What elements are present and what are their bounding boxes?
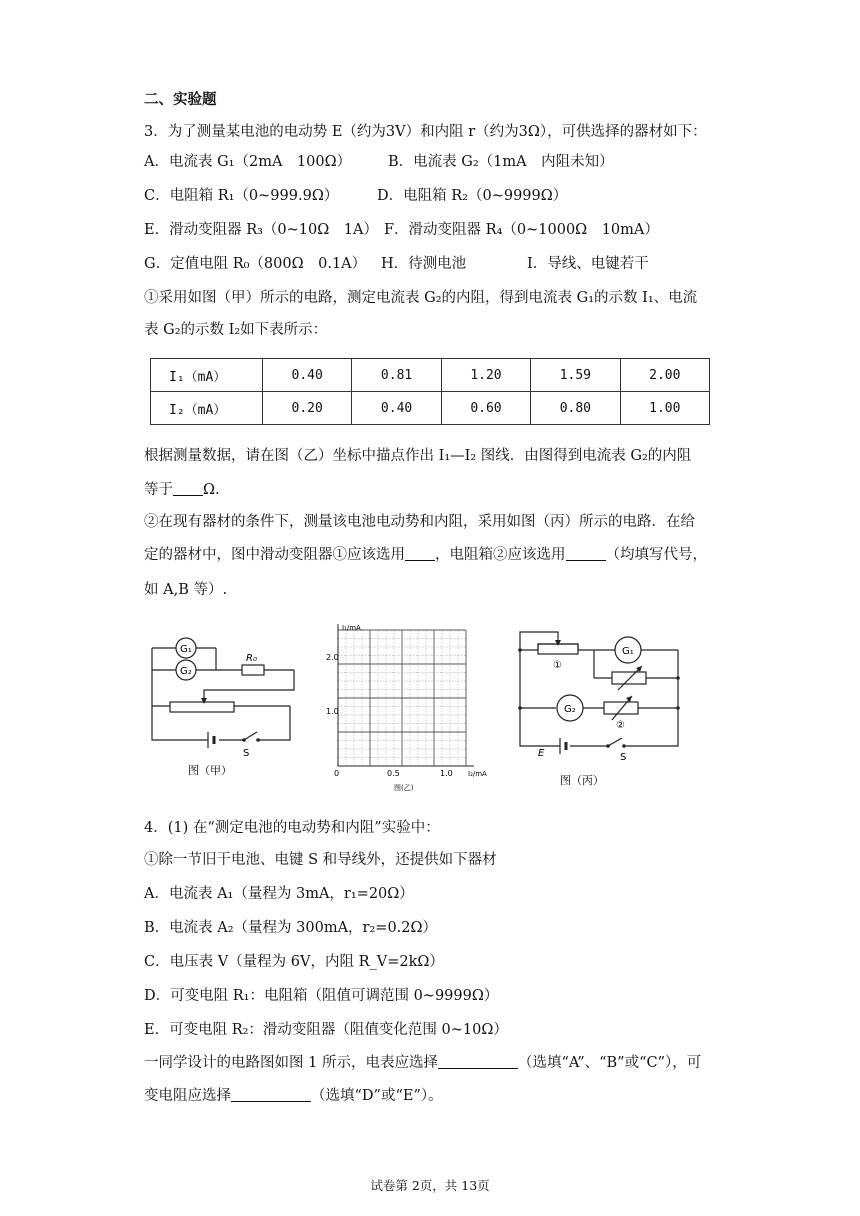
text-fragment: （均填写代号， bbox=[605, 547, 707, 563]
measurement-table bbox=[150, 358, 710, 425]
variable-arrow-icon bbox=[626, 696, 632, 702]
switch-label: S bbox=[620, 752, 627, 763]
table-row bbox=[151, 392, 710, 425]
page-footer: 试卷第 2页，共 13页 bbox=[370, 1178, 490, 1193]
option-e: E．滑动变阻器 R₃（0~10Ω 1A） bbox=[144, 222, 378, 238]
option-f: F．滑动变阻器 R₄（0~1000Ω 10mA） bbox=[384, 222, 659, 238]
x-axis-label: I₂/mA bbox=[468, 770, 487, 778]
text-fragment: （选填“D”或“E”）。 bbox=[311, 1088, 443, 1104]
text-fragment: （选填“A”、“B”或“C”），可 bbox=[517, 1055, 702, 1071]
q4-line4 bbox=[144, 1086, 443, 1106]
figure-jia bbox=[140, 628, 310, 778]
section-title: 二、实验题 bbox=[144, 92, 217, 108]
q4-option-d: D．可变电阻 R₁：电阻箱（阻值可调范围 0~9999Ω） bbox=[144, 988, 499, 1004]
rheostat-number: ① bbox=[553, 660, 562, 671]
q3-part1-line3: 根据测量数据，请在图（乙）坐标中描点作出 I₁—I₂ 图线．由图得到电流表 G₂的内阻 bbox=[144, 448, 692, 464]
text-fragment: 定的器材中，图中滑动变阻器①应该选用 bbox=[144, 547, 405, 563]
q3-part1-line2: 表 G₂的示数 I₂如下表所示： bbox=[144, 322, 328, 338]
x-tick-label: 0 bbox=[334, 769, 340, 778]
g1-label: G₁ bbox=[622, 646, 634, 657]
figure-caption: 图（丙） bbox=[560, 774, 604, 787]
option-a: A．电流表 G₁（2mA 100Ω） bbox=[144, 154, 352, 170]
q4-line3 bbox=[144, 1053, 701, 1073]
answer-blank[interactable] bbox=[405, 546, 435, 561]
option-h: H．待测电池 bbox=[381, 256, 467, 272]
circuit-jia-diagram bbox=[140, 628, 310, 778]
switch-label: S bbox=[243, 748, 250, 759]
table-cell: 0.20 bbox=[263, 392, 352, 425]
resistance-box-number: ② bbox=[616, 720, 625, 731]
figure-yi bbox=[318, 618, 496, 798]
figure-caption: 图(乙) bbox=[394, 784, 414, 792]
graph-paper-yi bbox=[318, 618, 496, 798]
circuit-bing-diagram bbox=[508, 626, 690, 790]
figure-bing bbox=[508, 626, 690, 790]
q3-intro: 3．为了测量某电池的电动势 E（约为3V）和内阻 r（约为3Ω），可供选择的器材如下： bbox=[144, 124, 707, 140]
text-fragment: 一同学设计的电路图如图 1 所示，电表应选择 bbox=[144, 1055, 438, 1071]
answer-blank[interactable] bbox=[231, 1087, 311, 1102]
q4-option-a: A．电流表 A₁（量程为 3mA，r₁=20Ω） bbox=[144, 886, 414, 902]
y-tick-label: 1.0 bbox=[326, 707, 339, 716]
table-cell: 0.60 bbox=[441, 392, 530, 425]
option-g: G．定值电阻 R₀（800Ω 0.1A） bbox=[144, 256, 367, 272]
g1-label: G₁ bbox=[180, 644, 192, 655]
figure-caption: 图（甲） bbox=[188, 764, 232, 777]
slider-arrow-icon bbox=[555, 640, 561, 646]
table-cell: 0.40 bbox=[352, 392, 441, 425]
option-d: D．电阻箱 R₂（0~9999Ω） bbox=[377, 188, 568, 204]
text-fragment: ，电阻箱②应该选用 bbox=[435, 547, 566, 563]
q3-part1-line4 bbox=[144, 480, 220, 500]
answer-blank[interactable] bbox=[438, 1054, 518, 1069]
option-i: I．导线、电键若干 bbox=[527, 256, 649, 272]
answer-blank[interactable] bbox=[173, 481, 203, 496]
table-cell: 1.59 bbox=[531, 359, 620, 392]
text-fragment: 等于 bbox=[144, 482, 173, 498]
table-row-label: I₁（mA） bbox=[151, 359, 263, 392]
text-fragment: 变电阻应选择 bbox=[144, 1088, 231, 1104]
slider-arrow-icon bbox=[201, 698, 207, 704]
y-tick-label: 2.0 bbox=[326, 653, 339, 662]
x-tick-label: 0.5 bbox=[387, 769, 400, 778]
option-b: B．电流表 G₂（1mA 内阻未知） bbox=[388, 154, 614, 170]
q3-part2-line3: 如 A,B 等）. bbox=[144, 582, 228, 598]
table-cell: 0.40 bbox=[263, 359, 352, 392]
q4-line2: ①除一节旧干电池、电键 S 和导线外，还提供如下器材 bbox=[144, 852, 497, 868]
table-cell: 0.80 bbox=[531, 392, 620, 425]
q4-line1: 4．(1) 在“测定电池的电动势和内阻”实验中： bbox=[144, 820, 440, 836]
q3-part1-line1: ①采用如图（甲）所示的电路，测定电流表 G₂的内阻，得到电流表 G₁的示数 I₁、电流 bbox=[144, 290, 698, 306]
q4-option-e: E．可变电阻 R₂：滑动变阻器（阻值变化范围 0~10Ω） bbox=[144, 1022, 508, 1038]
table-cell: 2.00 bbox=[620, 359, 709, 392]
q3-part2-line2 bbox=[144, 545, 707, 565]
g2-label: G₂ bbox=[180, 666, 192, 677]
text-fragment: Ω. bbox=[203, 482, 220, 498]
r0-label: R₀ bbox=[246, 653, 257, 664]
y-axis-label: I₁/mA bbox=[342, 624, 361, 632]
q4-option-c: C．电压表 V（量程为 6V，内阻 R_V=2kΩ） bbox=[144, 954, 444, 970]
option-c: C．电阻箱 R₁（0~999.9Ω） bbox=[144, 188, 339, 204]
emf-label: E bbox=[538, 748, 545, 759]
g2-label: G₂ bbox=[564, 704, 576, 715]
table-cell: 0.81 bbox=[352, 359, 441, 392]
table-row-label: I₂（mA） bbox=[151, 392, 263, 425]
table-row bbox=[151, 359, 710, 392]
table-cell: 1.00 bbox=[620, 392, 709, 425]
x-tick-label: 1.0 bbox=[440, 769, 453, 778]
q4-option-b: B．电流表 A₂（量程为 300mA，r₂=0.2Ω） bbox=[144, 920, 438, 936]
answer-blank[interactable] bbox=[566, 546, 606, 561]
table-cell: 1.20 bbox=[441, 359, 530, 392]
q3-part2-line1: ②在现有器材的条件下，测量该电池电动势和内阻，采用如图（丙）所示的电路．在给 bbox=[144, 514, 695, 530]
